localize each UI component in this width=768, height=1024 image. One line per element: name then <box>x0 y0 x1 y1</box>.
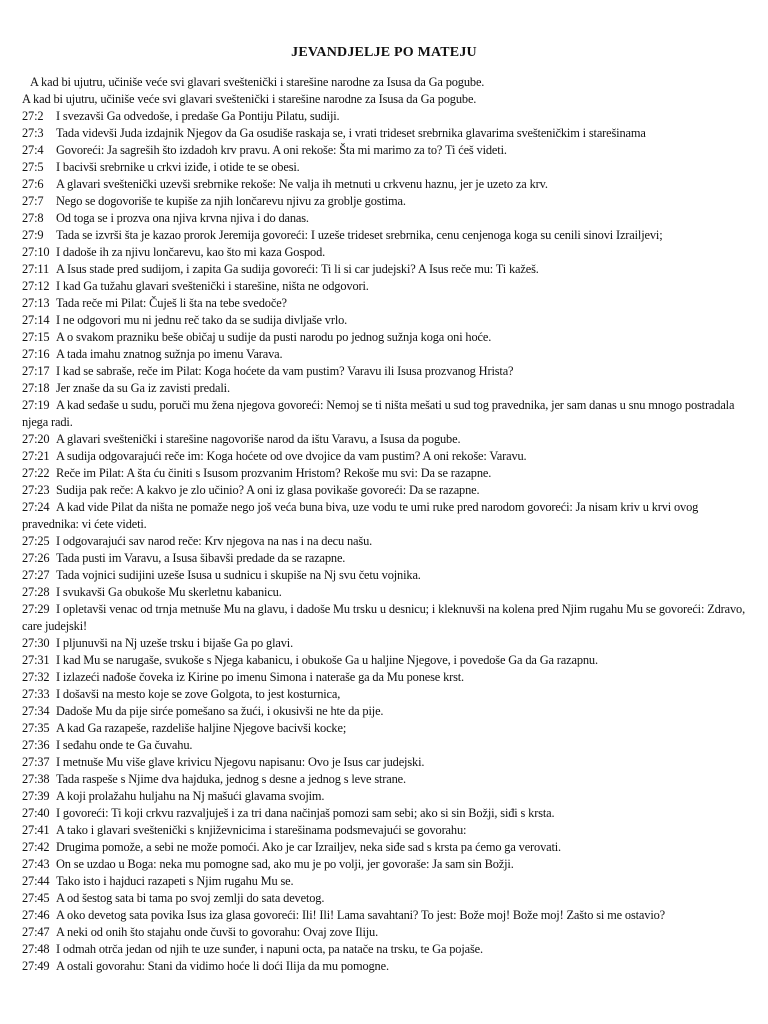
verse-number: 27:9 <box>22 228 44 242</box>
verse-text: Nego se dogovoriše te kupiše za njih lončarevu njivu za groblje gostima. <box>56 194 406 208</box>
verse-text: On se uzdao u Boga: neka mu pomogne sad, ako mu je po volji, jer govoraše: Ja sam sin Božji. <box>56 857 514 871</box>
verse-number: 27:13 <box>22 296 50 310</box>
verse-text: Tada reče mi Pilat: Čuješ li šta na tebe svedoče? <box>56 296 287 310</box>
verse-text: I pljunuvši na Nj uzeše trsku i bijaše Ga po glavi. <box>56 636 294 650</box>
verse-text: I metnuše Mu više glave krivicu Njegovu napisanu: Ovo je Isus car judejski. <box>56 755 425 769</box>
verse-text: A tada imahu znatnog sužnja po imenu Varava. <box>56 347 283 361</box>
verse-number: 27:14 <box>22 313 50 327</box>
verse-line <box>22 278 752 295</box>
verse-line <box>22 329 752 346</box>
verse-number: 27:40 <box>22 806 50 820</box>
verse-line <box>22 448 752 465</box>
verse-line <box>22 550 752 567</box>
verse-line <box>22 856 752 873</box>
verse-text: I izlazeći nađoše čoveka iz Kirine po imenu Simona i nateraše ga da Mu ponese krst. <box>56 670 464 684</box>
verse-number: 27:8 <box>22 211 44 225</box>
verse-text: I odmah otrča jedan od njih te uze sunđer, i napuni octa, pa natače na trsku, te Ga pojaše. <box>56 942 483 956</box>
verse-line <box>22 159 752 176</box>
verse-line <box>22 142 752 159</box>
verse-line <box>22 669 752 686</box>
verse-number: 27:42 <box>22 840 50 854</box>
verse-line <box>22 380 752 397</box>
verse-line <box>22 244 752 261</box>
verse-number: 27:46 <box>22 908 50 922</box>
verse-text: Tada se izvrši šta je kazao prorok Jeremija govoreći: I uzeše trideset srebrnika, cenu cenjenoga koga su cenili sinovi Izrailjevi; <box>56 228 663 242</box>
verse-number: 27:48 <box>22 942 50 956</box>
verse-number: 27:31 <box>22 653 50 667</box>
verse-number: 27:29 <box>22 602 50 616</box>
verse-text: A glavari sveštenički i starešine nagovoriše narod da ištu Varavu, a Isusa da pogube. <box>56 432 461 446</box>
verse-text: Tada raspeše s Njime dva hajduka, jednog s desne a jednog s leve strane. <box>56 772 406 786</box>
verse-text: Tada videvši Juda izdajnik Njegov da Ga osudiše raskaja se, i vrati trideset srebrnika glavarima svešteničkim i starešinama <box>56 126 646 140</box>
verse-line <box>22 465 752 482</box>
verse-number: 27:24 <box>22 500 50 514</box>
verse-line <box>22 193 752 210</box>
verse-number: 27:26 <box>22 551 50 565</box>
document-title: JEVANDJELJE PO MATEJU <box>291 45 477 60</box>
verse-line <box>22 295 752 312</box>
document-body <box>22 74 752 975</box>
verse-line <box>22 941 752 958</box>
verse-text: I dadoše ih za njivu lončarevu, kao što mi kaza Gospod. <box>56 245 326 259</box>
verse-line <box>22 754 752 771</box>
verse-text: I opletavši venac od trnja metnuše Mu na glavu, i dadoše Mu trsku u desnicu; i kleknuvši na kolena pred Njim rugahu Mu se govoreći: Zdravo, care judejski! <box>22 602 746 633</box>
verse-number: 27:22 <box>22 466 50 480</box>
verse-line <box>22 227 752 244</box>
verse-text: Tada pusti im Varavu, a Isusa šibavši predade da se razapne. <box>56 551 346 565</box>
verse-number: 27:30 <box>22 636 50 650</box>
verse-number: 27:27 <box>22 568 50 582</box>
verse-text: Reče im Pilat: A šta ću činiti s Isusom prozvanim Hristom? Rekoše mu svi: Da se razapne. <box>56 466 492 480</box>
verse-line <box>22 108 752 125</box>
verse-text: Tako isto i hajduci razapeti s Njim rugahu Mu se. <box>56 874 294 888</box>
verse-list <box>22 108 752 975</box>
verse-line <box>22 533 752 550</box>
verse-text: I odgovarajući sav narod reče: Krv njegova na nas i na decu našu. <box>56 534 373 548</box>
verse-text: A koji prolažahu huljahu na Nj mašući glavama svojim. <box>56 789 325 803</box>
verse-number: 27:34 <box>22 704 50 718</box>
verse-line <box>22 363 752 380</box>
verse-number: 27:7 <box>22 194 44 208</box>
verse-line <box>22 907 752 924</box>
verse-line <box>22 924 752 941</box>
verse-number: 27:2 <box>22 109 44 123</box>
verse-line <box>22 601 752 635</box>
verse-line <box>22 839 752 856</box>
verse-number: 27:32 <box>22 670 50 684</box>
verse-text: Jer znaše da su Ga iz zavisti predali. <box>56 381 230 395</box>
verse-text: Govoreći: Ja sagreših što izdadoh krv pravu. A oni rekoše: Šta mi marimo za to? Ti ćeš videti. <box>56 143 507 157</box>
verse-number: 27:10 <box>22 245 50 259</box>
verse-number: 27:19 <box>22 398 50 412</box>
verse-text: I ne odgovori mu ni jednu reč tako da se sudija divljaše vrlo. <box>56 313 348 327</box>
verse-text: A sudija odgovarajući reče im: Koga hoćete od ove dvojice da vam pustim? A oni rekoše: Varavu. <box>56 449 527 463</box>
verse-number: 27:20 <box>22 432 50 446</box>
verse-number: 27:6 <box>22 177 44 191</box>
verse-line <box>22 958 752 975</box>
verse-line <box>22 176 752 193</box>
verse-number: 27:3 <box>22 126 44 140</box>
verse-number: 27:39 <box>22 789 50 803</box>
verse-line <box>22 890 752 907</box>
verse-number: 27:18 <box>22 381 50 395</box>
verse-line <box>22 703 752 720</box>
verse-line <box>22 499 752 533</box>
verse-line <box>22 635 752 652</box>
verse-number: 27:43 <box>22 857 50 871</box>
verse-text: A kad Ga razapeše, razdeliše haljine Njegove bacivši kocke; <box>56 721 347 735</box>
verse-text: A o svakom prazniku beše običaj u sudije da pusti narodu po jednog sužnja koga oni hoće. <box>56 330 492 344</box>
verse-text: Dadoše Mu da pije sirće pomešano sa žući, i okusivši ne hte da pije. <box>56 704 384 718</box>
verse-line <box>22 737 752 754</box>
verse-number: 27:47 <box>22 925 50 939</box>
verse-number: 27:36 <box>22 738 50 752</box>
intro-line: A kad bi ujutru, učiniše veće svi glavari sveštenički i starešine narodne za Isusa da Ga pogube. <box>22 92 477 106</box>
verse-number: 27:45 <box>22 891 50 905</box>
verse-text: I govoreći: Ti koji crkvu razvaljuješ i za tri dana načinjaš pomozi sam sebi; ako si sin Božji, siđi s krsta. <box>56 806 555 820</box>
verse-text: Tada vojnici sudijini uzeše Isusa u sudnicu i skupiše na Nj svu četu vojnika. <box>56 568 421 582</box>
verse-line <box>22 312 752 329</box>
verse-line <box>22 805 752 822</box>
verse-number: 27:15 <box>22 330 50 344</box>
verse-number: 27:33 <box>22 687 50 701</box>
verse-number: 27:17 <box>22 364 50 378</box>
verse-number: 27:25 <box>22 534 50 548</box>
verse-number: 27:12 <box>22 279 50 293</box>
verse-text: I kad se sabraše, reče im Pilat: Koga hoćete da vam pustim? Varavu ili Isusa prozvanog Hrista? <box>56 364 514 378</box>
verse-line <box>22 346 752 363</box>
verse-number: 27:21 <box>22 449 50 463</box>
verse-text: Drugima pomože, a sebi ne može pomoći. Ako je car Izrailjev, neka siđe sad s krsta pa ćemo ga verovati. <box>56 840 561 854</box>
verse-text: A oko devetog sata povika Isus iza glasa govoreći: Ili! Ili! Lama savahtani? To jest: Bože moj! Bože moj! Zašto si me ostavio? <box>56 908 666 922</box>
verse-text: A kad vide Pilat da ništa ne pomaže nego još veća buna biva, uze vodu te umi ruke pred narodom govoreći: Ja nisam kriv u krvi ovog pravednika: vi ćete videti. <box>22 500 699 531</box>
verse-line <box>22 720 752 737</box>
verse-number: 27:38 <box>22 772 50 786</box>
verse-text: Od toga se i prozva ona njiva krvna njiva i do danas. <box>56 211 309 225</box>
verse-line <box>22 567 752 584</box>
verse-number: 27:23 <box>22 483 50 497</box>
verse-number: 27:5 <box>22 160 44 174</box>
verse-number: 27:41 <box>22 823 50 837</box>
intro-line: A kad bi ujutru, učiniše veće svi glavari sveštenički i starešine narodne za Isusa da Ga pogube. <box>30 75 485 89</box>
verse-line <box>22 482 752 499</box>
verse-line <box>22 652 752 669</box>
verse-number: 27:44 <box>22 874 50 888</box>
verse-text: A tako i glavari sveštenički s književnicima i starešinama podsmevajući se govorahu: <box>56 823 467 837</box>
verse-number: 27:4 <box>22 143 44 157</box>
verse-line <box>22 261 752 278</box>
verse-line <box>22 431 752 448</box>
verse-number: 27:28 <box>22 585 50 599</box>
verse-text: A Isus stade pred sudijom, i zapita Ga sudija govoreći: Ti li si car judejski? A Isus reče mu: Ti kažeš. <box>56 262 539 276</box>
verse-text: A kad seđaše u sudu, poruči mu žena njegova govoreći: Nemoj se ti ništa mešati u sud tog pravednika, jer sam danas u snu mnogo postradala njega radi. <box>22 398 735 429</box>
verse-text: A ostali govorahu: Stani da vidimo hoće li doći Ilija da mu pomogne. <box>56 959 389 973</box>
verse-text: A neki od onih što stajahu onde čuvši to govorahu: Ovaj zove Iliju. <box>56 925 379 939</box>
verse-line <box>22 125 752 142</box>
verse-number: 27:16 <box>22 347 50 361</box>
verse-text: Sudija pak reče: A kakvo je zlo učinio? A oni iz glasa povikaše govoreći: Da se razapne. <box>56 483 480 497</box>
verse-line <box>22 584 752 601</box>
verse-number: 27:37 <box>22 755 50 769</box>
verse-number: 27:11 <box>22 262 50 276</box>
verse-line <box>22 873 752 890</box>
verse-text: I kad Mu se narugaše, svukoše s Njega kabanicu, i obukoše Ga u haljine Njegove, i povedoše Ga da Ga razapnu. <box>56 653 598 667</box>
verse-text: I sеđahu onde te Ga čuvahu. <box>56 738 193 752</box>
verse-text: A od šestog sata bi tama po svoj zemlji do sata devetog. <box>56 891 325 905</box>
verse-text: I svezavši Ga odvedoše, i predaše Ga Pontiju Pilatu, sudiji. <box>56 109 340 123</box>
verse-text: I svukavši Ga obukoše Mu skerletnu kabanicu. <box>56 585 282 599</box>
verse-line <box>22 822 752 839</box>
verse-text: I došavši na mesto koje se zove Golgota, to jest kosturnica, <box>56 687 341 701</box>
verse-text: I bacivši srebrnike u crkvi iziđe, i otide te se obesi. <box>56 160 300 174</box>
verse-text: A glavari sveštenički uzevši srebrnike rekoše: Ne valja ih metnuti u crkvenu haznu, jer je uzeto za krv. <box>56 177 548 191</box>
verse-line <box>22 210 752 227</box>
verse-number: 27:49 <box>22 959 50 973</box>
verse-line <box>22 788 752 805</box>
verse-line <box>22 686 752 703</box>
verse-text: I kad Ga tužahu glavari sveštenički i starešine, ništa ne odgovori. <box>56 279 369 293</box>
verse-line <box>22 397 752 431</box>
verse-number: 27:35 <box>22 721 50 735</box>
verse-line <box>22 771 752 788</box>
